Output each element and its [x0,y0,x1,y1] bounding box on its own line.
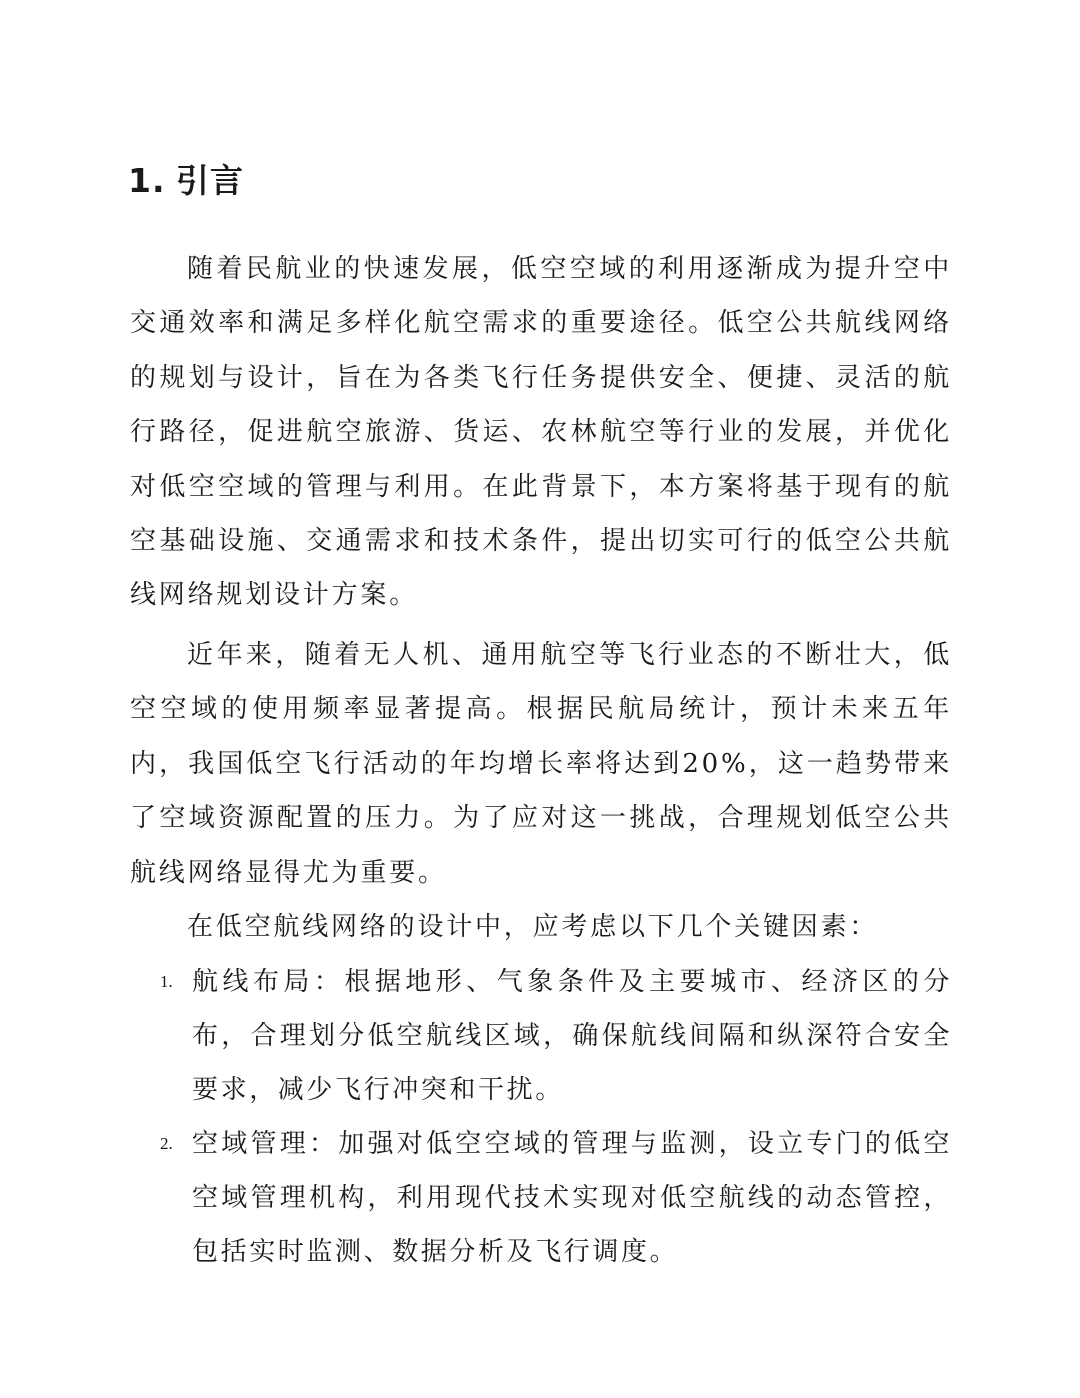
section-title: 引言 [176,161,244,200]
section-heading [128,156,244,206]
paragraph-intro: 随着民航业的快速发展，低空空域的利用逐渐成为提升空中交通效率和满足多样化航空需求的重要途径。低空公共航线网络的规划与设计，旨在为各类飞行任务提供安全、便捷、灵活的航行路径，促进航空旅游、货运、农林航空等行业的发展，并优化对低空空域的管理与利用。在此背景下，本方案将基于现有的航空基础设施、交通需求和技术条件，提出切实可行的低空公共航线网络规划设计方案。 [130,254,952,611]
paragraph-factors-lead: 在低空航线网络的设计中，应考虑以下几个关键因素： [187,912,879,942]
list-item-airspace-management [160,1117,952,1279]
list-item-text: 航线布局：根据地形、气象条件及主要城市、经济区的分布，合理划分低空航线区域，确保航线间隔和纵深符合安全要求，减少飞行冲突和干扰。 [192,967,952,1105]
paragraph-growth: 近年来，随着无人机、通用航空等飞行业态的不断壮大，低空空域的使用频率显著提高。根据民航局统计，预计未来五年内，我国低空飞行活动的年均增长率将达到20%，这一趋势带来了空域资源配置的压力。为了应对这一挑战，合理规划低空公共航线网络显得尤为重要。 [130,640,952,888]
section-number: 1. [128,161,166,200]
list-marker: 1. [160,972,173,991]
list-item-text: 空域管理：加强对低空空域的管理与监测，设立专门的低空空域管理机构，利用现代技术实现对低空航线的动态管控，包括实时监测、数据分析及飞行调度。 [192,1129,952,1267]
list-item-route-layout [160,955,952,1117]
list-marker: 2. [160,1134,173,1153]
